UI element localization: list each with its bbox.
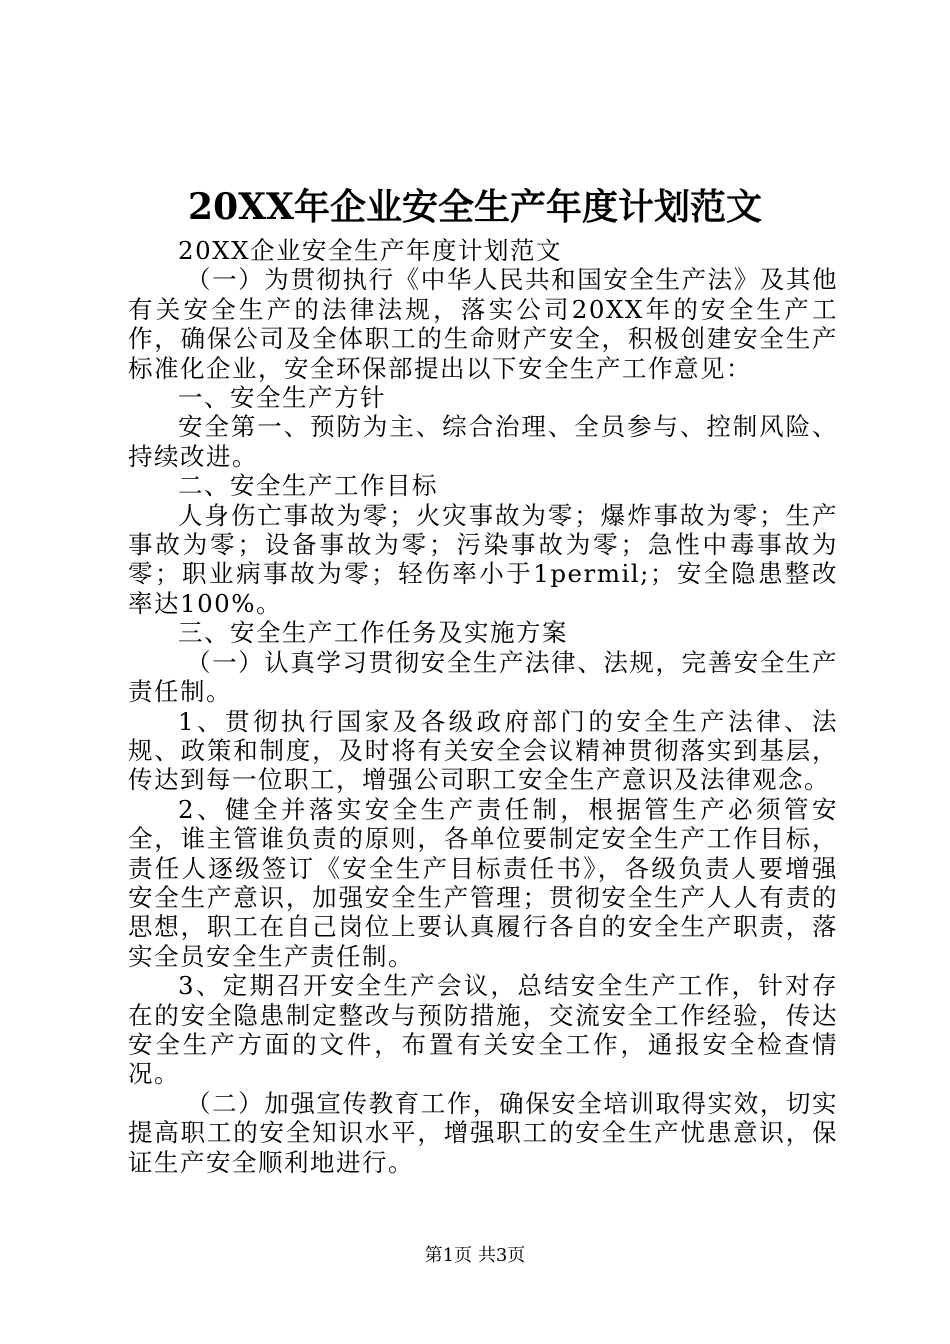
paragraph-section-one: （一）认真学习贯彻安全生产法律、法规，完善安全生产责任制。	[128, 647, 838, 707]
heading-safety-policy: 一、安全生产方针	[178, 383, 386, 413]
paragraph-safety-policy: 安全第一、预防为主、综合治理、全员参与、控制风险、持续改进。	[128, 412, 838, 471]
document-title: 20XX年企业安全生产年度计划范文	[188, 186, 762, 228]
paragraph-safety-goals: 人身伤亡事故为零；火灾事故为零；爆炸事故为零；生产事故为零；设备事故为零；污染事故为零；急性中毒事故为零；职业病事故为零；轻伤率小于1permil;；安全隐患整改率达100%。	[128, 500, 838, 618]
page-number-footer: 第1页 共3页	[424, 1245, 526, 1266]
heading-tasks-plan: 三、安全生产工作任务及实施方案	[178, 618, 568, 648]
paragraph-subtitle: 20XX企业安全生产年度计划范文	[178, 236, 563, 265]
heading-safety-goals: 二、安全生产工作目标	[178, 471, 438, 501]
paragraph-intro: （一）为贯彻执行《中华人民共和国安全生产法》及其他有关安全生产的法律法规，落实公司20XX年的安全生产工作，确保公司及全体职工的生命财产安全，积极创建安全生产标准化企业，安全环保部提出以下安全生产工作意见：	[128, 265, 838, 383]
document-body	[128, 236, 838, 1177]
paragraph-item-1: 1、贯彻执行国家及各级政府部门的安全生产法律、法规、政策和制度，及时将有关安全会议精神贯彻落实到基层，传达到每一位职工，增强公司职工安全生产意识及法律观念。	[128, 706, 838, 795]
paragraph-item-2: 2、健全并落实安全生产责任制，根据管生产必须管安全，谁主管谁负责的原则，各单位要制定安全生产工作目标，责任人逐级签订《安全生产目标责任书》，各级负责人要增强安全生产意识，加强安全生产管理；贯彻安全生产人人有责的思想，职工在自己岗位上要认真履行各自的安全生产职责，落实全员安全生产责任制。	[128, 794, 838, 971]
paragraph-section-two: （二）加强宣传教育工作，确保安全培训取得实效，切实提高职工的安全知识水平，增强职工的安全生产忧患意识，保证生产安全顺利地进行。	[128, 1088, 838, 1177]
paragraph-item-3: 3、定期召开安全生产会议，总结安全生产工作，针对存在的安全隐患制定整改与预防措施，交流安全工作经验，传达安全生产方面的文件，布置有关安全工作，通报安全检查情况。	[128, 971, 838, 1089]
